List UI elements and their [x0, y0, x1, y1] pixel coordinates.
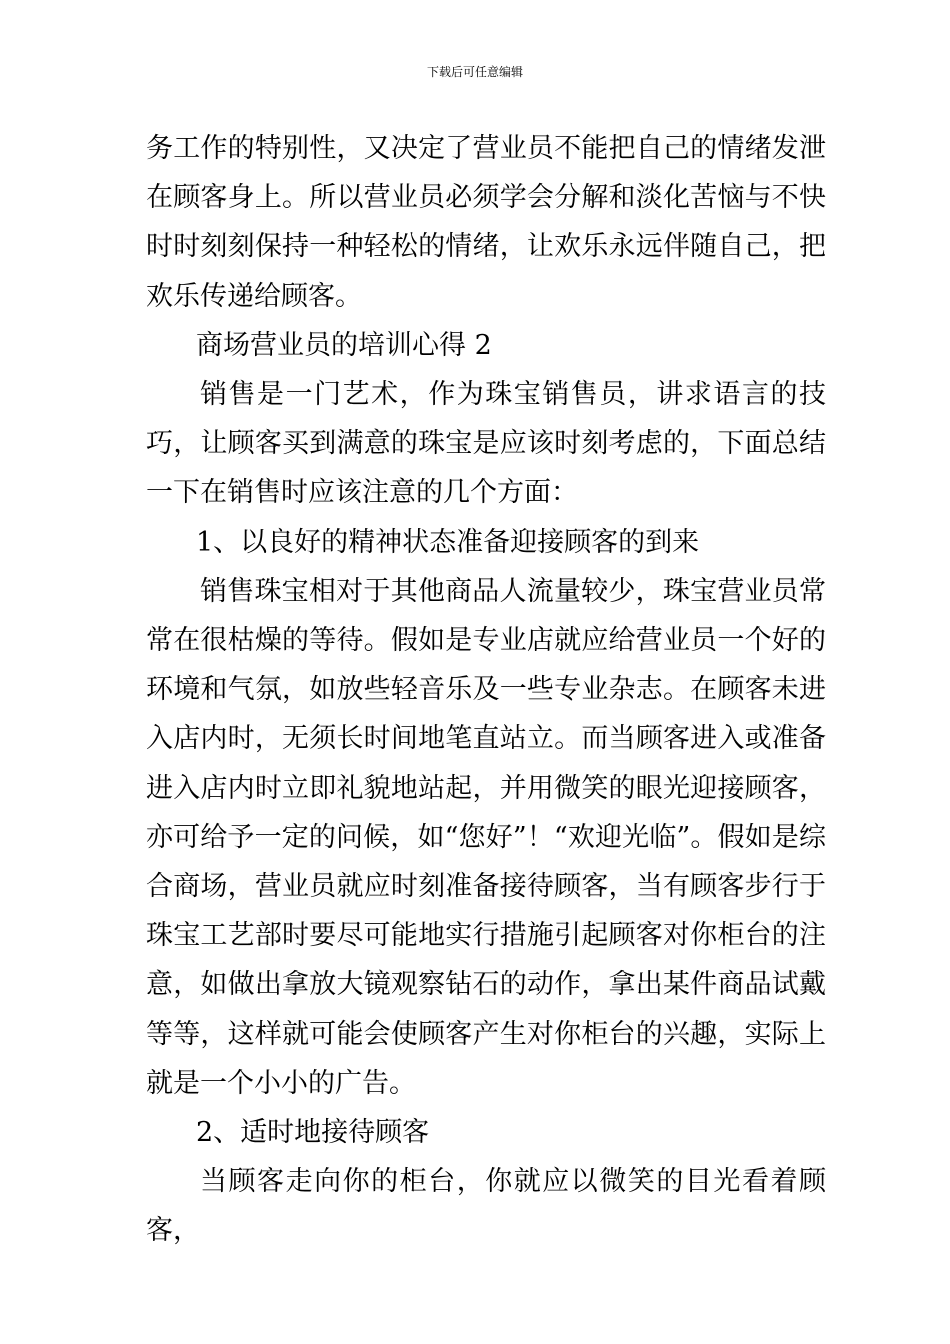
paragraph-point-2: 当顾客走向你的柜台，你就应以微笑的目光看着顾客， — [146, 1166, 826, 1247]
point-heading-2: 2、适时地接待顾客 — [196, 1117, 430, 1149]
paragraph-continuation: 务工作的特别性，又决定了营业员不能把自己的情绪发泄在顾客身上。所以营业员必须学会分解和淡化苦恼与不快时时刻刻保持一种轻松的情绪，让欢乐永远伴随自己，把欢乐传递给顾客。 — [146, 133, 826, 312]
section-title: 商场营业员的培训心得 2 — [196, 329, 492, 361]
paragraph-intro: 销售是一门艺术，作为珠宝销售员，讲求语言的技巧，让顾客买到满意的珠宝是应该时刻考虑的，下面总结一下在销售时应该注意的几个方面： — [146, 379, 826, 509]
page-header: 下载后可任意编辑 — [426, 65, 523, 79]
document-body — [146, 124, 826, 1256]
paragraph-point-1: 销售珠宝相对于其他商品人流量较少，珠宝营业员常常在很枯燥的等待。假如是专业店就应给营业员一个好的环境和气氛，如放些轻音乐及一些专业杂志。在顾客未进入店内时，无须长时间地笔直站立。而当顾客进入或准备进入店内时立即礼貌地站起，并用微笑的眼光迎接顾客，亦可给予一定的问候，如“您好”！“欢迎光临”。假如是综合商场，营业员就应时刻准备接待顾客，当有顾客步行于珠宝工艺部时要尽可能地实行措施引起顾客对你柜台的注意，如做出拿放大镜观察钻石的动作，拿出某件商品试戴等等，这样就可能会使顾客产生对你柜台的兴趣，实际上就是一个小小的广告。 — [146, 575, 826, 1099]
point-heading-1: 1、以良好的精神状态准备迎接顾客的到来 — [196, 526, 700, 558]
